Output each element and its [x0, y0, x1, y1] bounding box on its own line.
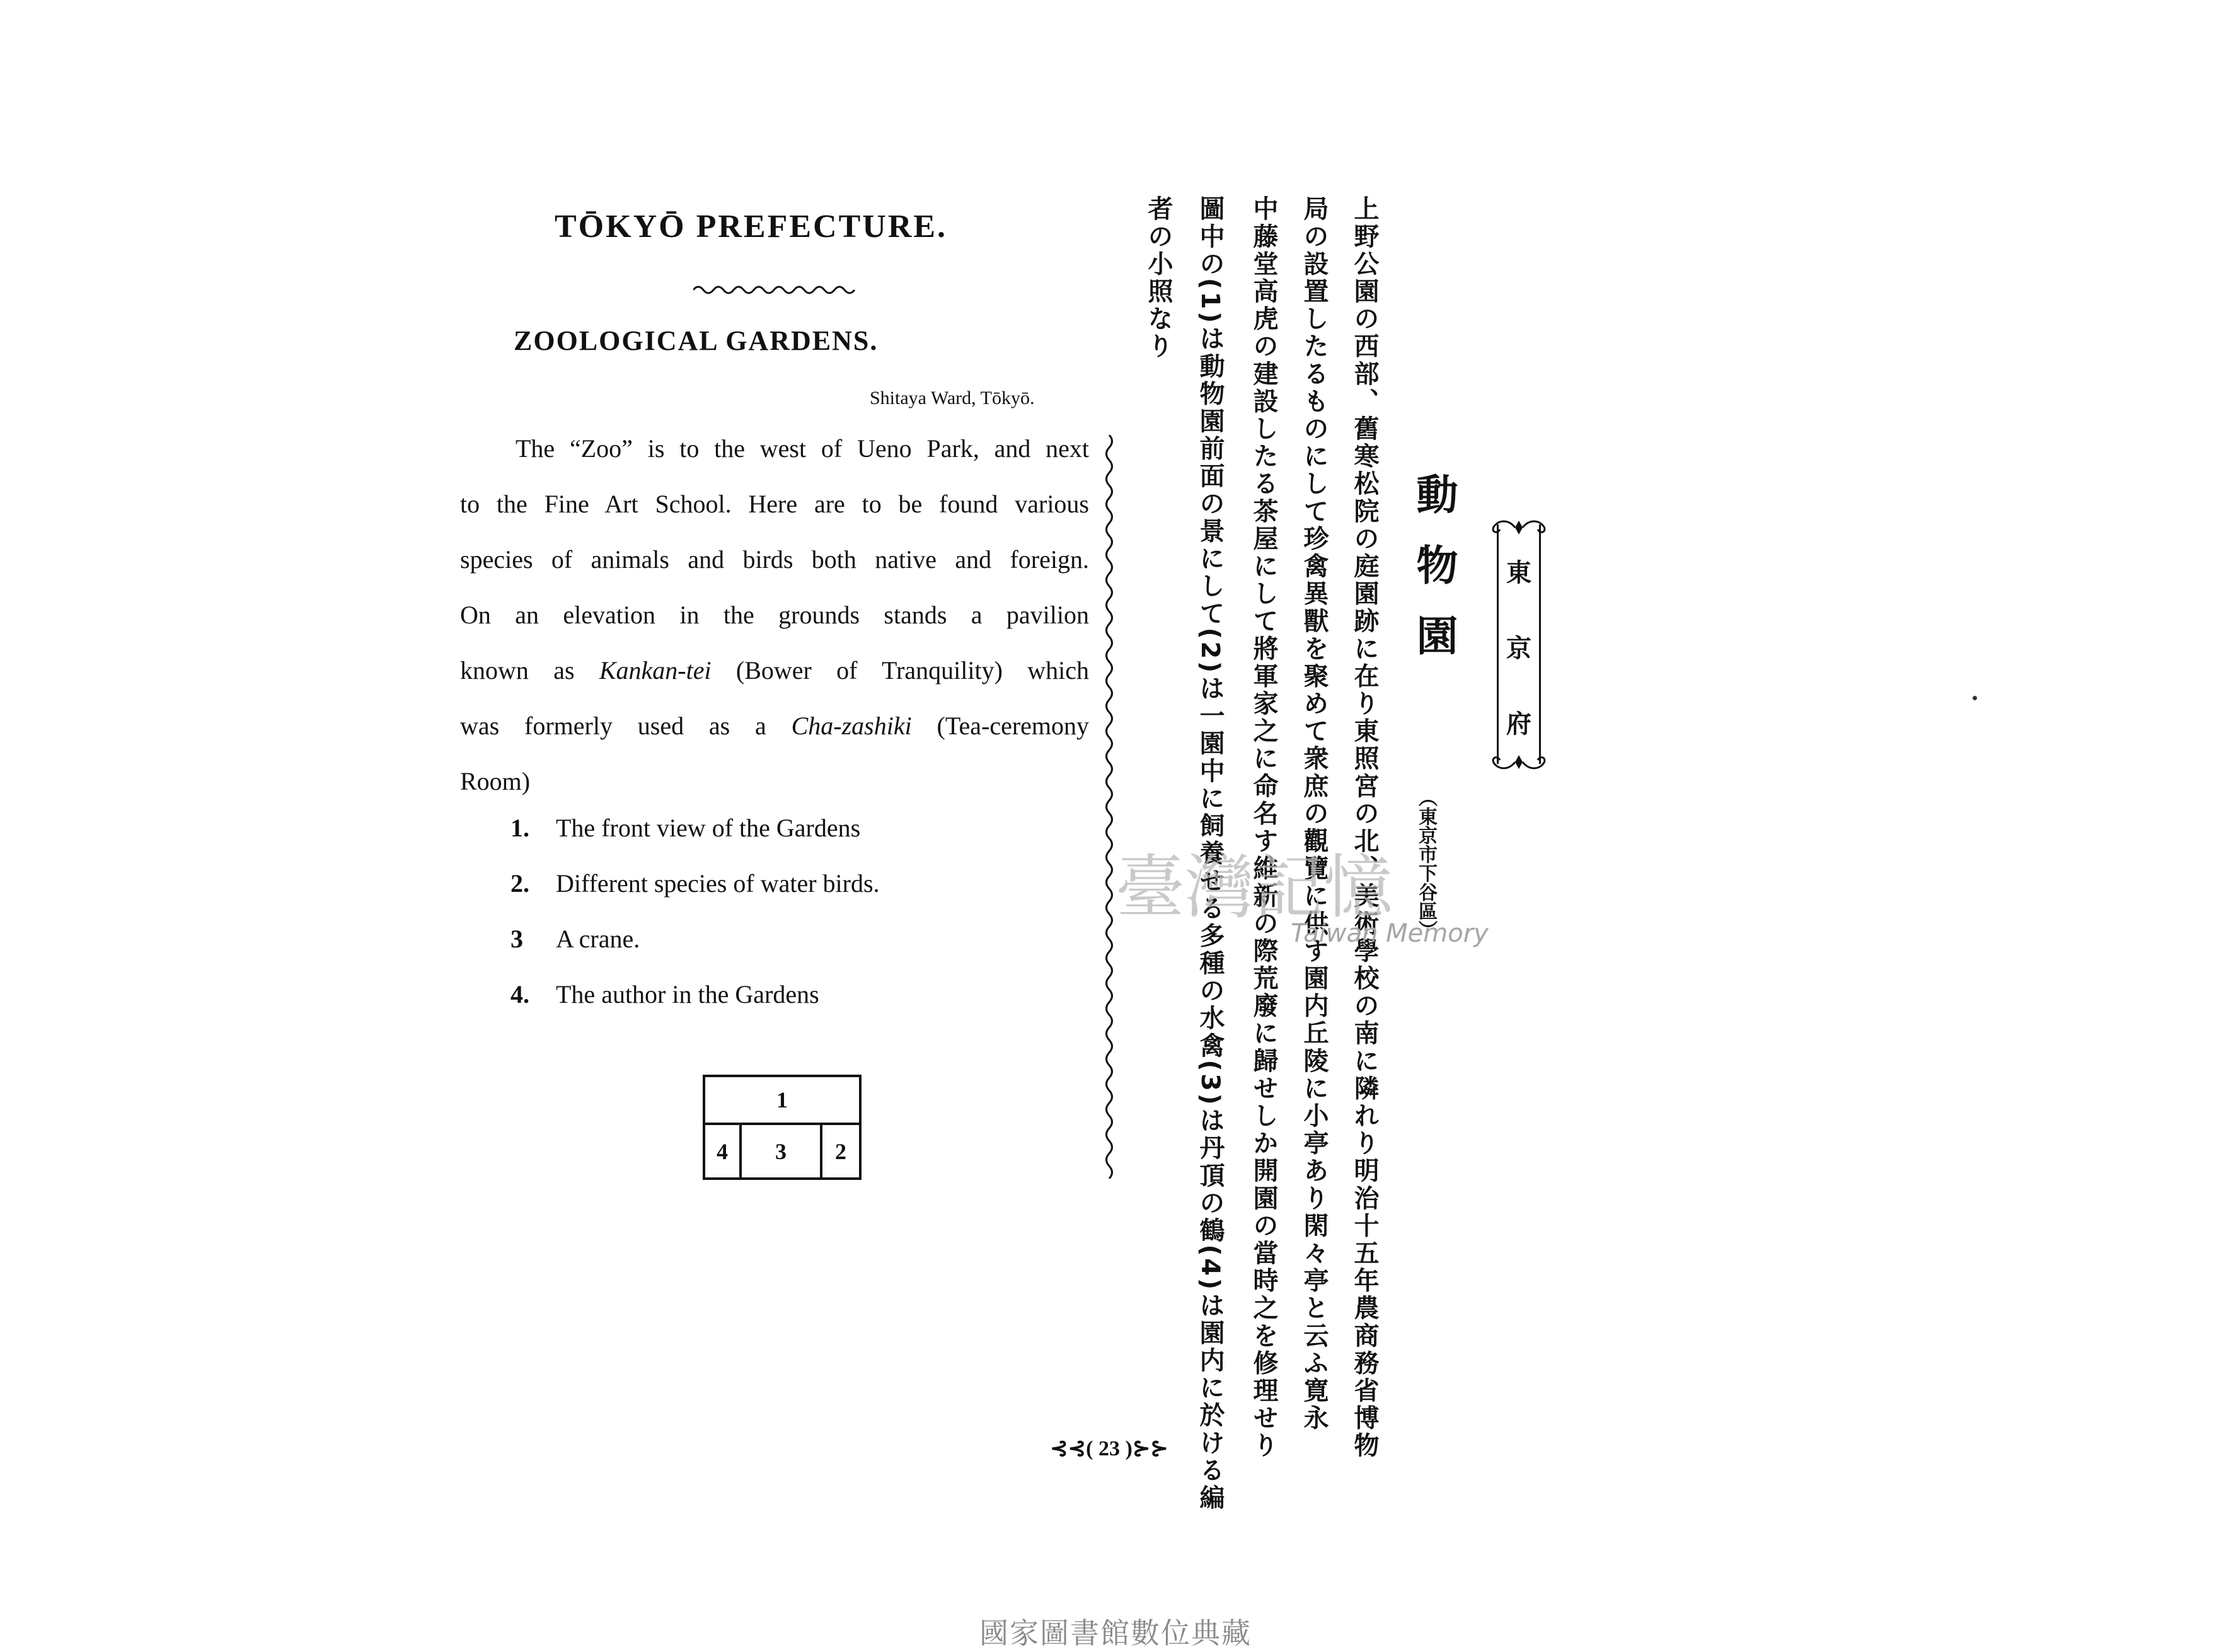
prefecture-title: TŌKYŌ PREFECTURE. [555, 209, 948, 245]
list-item [510, 979, 880, 1035]
paragraph-line: Room) [460, 767, 531, 795]
prefecture-label [1497, 524, 1541, 764]
taiwan-memory-watermark-english: Taiwan Memory [1291, 919, 1489, 948]
caption-number: 4. [510, 980, 529, 1008]
paragraph-line: known as Kankan-tei (Bower of Tranquility) which [460, 656, 1089, 684]
scroll-ornament-icon [1487, 753, 1550, 771]
japanese-text-column: 中藤堂高虎の建設したる茶屋にして將軍家之に命名す維新の際荒廢に歸せしか開園の當時之を修理せり [1249, 195, 1278, 1460]
caption-text: A crane. [556, 925, 640, 953]
left-flourish-icon: ⊰⊰( [1050, 1437, 1093, 1460]
page-number [1034, 1436, 1185, 1461]
photo-layout-diagram [703, 1075, 862, 1180]
paragraph-line: The “Zoo” is to the west of Ueno Park, and next [516, 434, 1089, 463]
right-flourish-icon: )⊱⊱ [1125, 1437, 1168, 1460]
caption-text: The front view of the Gardens [556, 814, 861, 842]
japanese-heading: 動物園 [1409, 473, 1458, 684]
layout-cell-1: 1 [705, 1077, 859, 1125]
caption-number: 1. [510, 814, 529, 842]
page-number-value: 23 [1098, 1437, 1120, 1460]
japanese-text-column: 上野公園の西部、舊寒松院の庭園跡に在り東照宮の北、美術學校の南に隣れり明治十五年農商務省博物 [1350, 195, 1379, 1460]
section-heading: ZOOLOGICAL GARDENS. [514, 325, 879, 356]
prefecture-label-char: 府 [1506, 710, 1531, 739]
ink-speck [1973, 696, 1977, 700]
location-line: Shitaya Ward, Tōkyō. [870, 388, 1035, 408]
list-item [510, 869, 880, 924]
paragraph-line: was formerly used as a Cha-zashiki (Tea-ceremony [460, 712, 1090, 740]
layout-cell-3: 3 [742, 1125, 822, 1177]
wavy-column-divider [1100, 435, 1119, 1179]
wavy-rule-ornament [693, 280, 857, 299]
japanese-subheading: （東京市下谷區） [1415, 788, 1437, 939]
japanese-text-column: 局の設置したるものにして珍禽異獸を聚めて衆庶の觀覽に供す園内丘陵に小亭あり閑々亭と云ふ寛永 [1300, 195, 1329, 1432]
layout-cell-4: 4 [705, 1125, 742, 1177]
library-footer: 國家圖書館數位典藏 [979, 1616, 1252, 1650]
prefecture-label-char: 京 [1506, 634, 1531, 663]
paragraph-line: On an elevation in the grounds stands a pavilion [460, 601, 1089, 629]
prefecture-label-char: 東 [1506, 558, 1531, 587]
caption-text: The author in the Gardens [556, 980, 819, 1008]
japanese-text-column: 圖中の(1)は動物園前面の景にして(2)は一園中に飼養せる多種の水禽(3)は丹頂の鶴(4)は園内に於ける編 [1196, 195, 1225, 1512]
caption-list [510, 813, 880, 1035]
japanese-text-column: 者の小照なり [1144, 195, 1173, 361]
list-item [510, 813, 880, 869]
taiwan-memory-watermark: 臺灣記憶 [1116, 847, 1393, 928]
body-paragraph [460, 421, 1089, 809]
layout-cell-2: 2 [835, 1138, 846, 1164]
caption-number: 2. [510, 869, 529, 898]
list-item [510, 924, 880, 979]
caption-number: 3 [510, 925, 523, 953]
caption-text: Different species of water birds. [556, 869, 880, 898]
paragraph-line: to the Fine Art School. Here are to be found various [460, 490, 1089, 518]
paragraph-line: species of animals and birds both native and foreign. [460, 545, 1089, 574]
